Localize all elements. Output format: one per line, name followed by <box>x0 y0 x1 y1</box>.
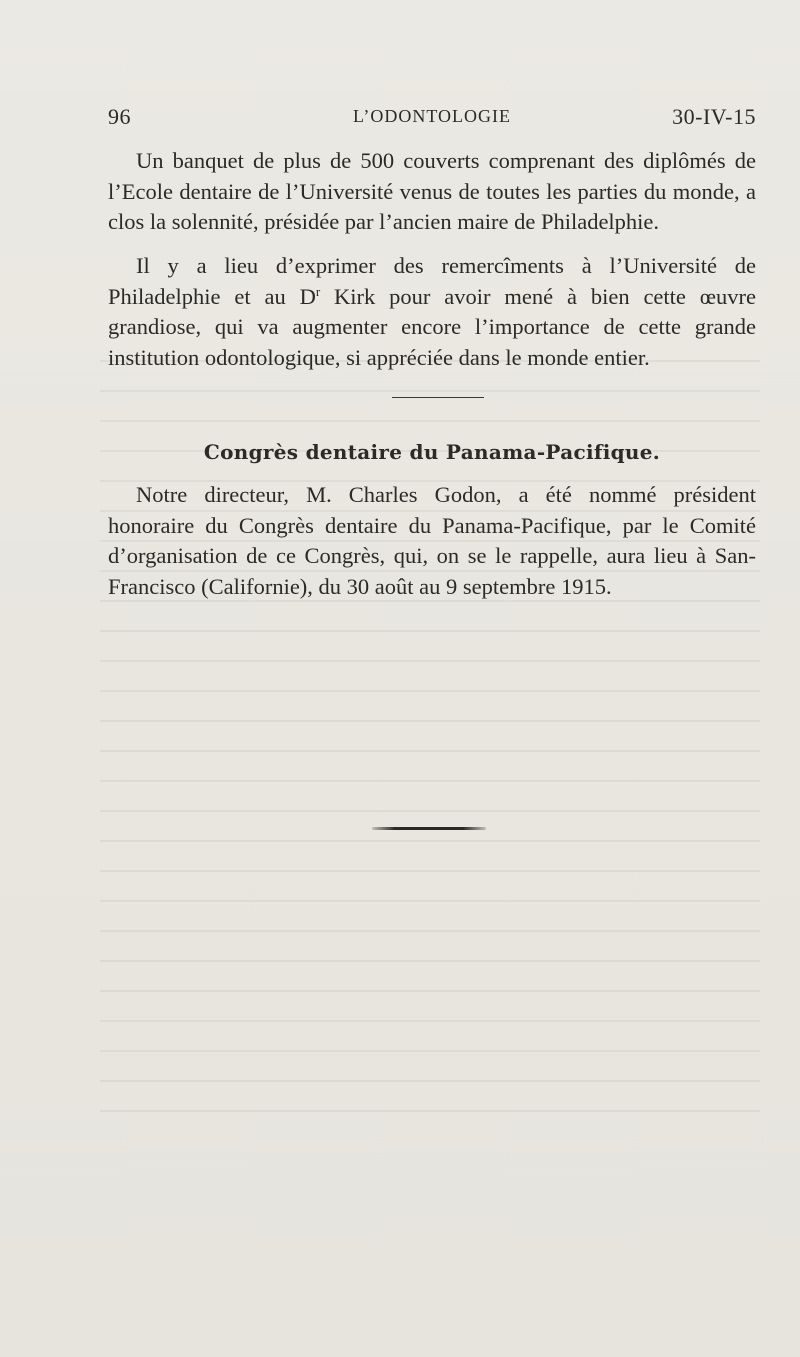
paragraph-thanks-end: Kirk pour avoir mené à bien cette œuvre grandiose, qui va augmenter encore l’importance de cette grande institution odontologique, si appréciée dans le monde entier. <box>108 283 757 370</box>
issue-date: 30-IV-15 <box>672 104 756 129</box>
page-header <box>108 104 756 134</box>
end-divider <box>372 827 486 830</box>
paragraph-thanks <box>108 251 756 373</box>
section-divider <box>392 397 484 398</box>
paragraph-banquet: Un banquet de plus de 500 couverts comprenant des diplômés de l’Ecole dentaire de l’Université venus de toutes les parties du monde, a clos la solennité, présidée par l’ancien maire de Philadelphie. <box>108 148 756 234</box>
paragraph-thanks-start: Il y a lieu d’exprimer des remercîments à l’Université de Philadelphie et au D <box>108 253 756 309</box>
superscript-r: r <box>315 283 321 299</box>
section-title: Congrès dentaire du Panama-Pacifique. <box>203 440 661 464</box>
page-number: 96 <box>108 104 131 129</box>
paragraph-congress: Notre directeur, M. Charles Godon, a été nommé président honoraire du Congrès dentaire du Panama-Pacifique, par le Comité d’organisation de ce Congrès, qui, on se le rappelle, aura lieu à San-Francisco (Californie), du 30 août au 9 septembre 1915. <box>108 482 756 599</box>
running-title: L’ODONTOLOGIE <box>353 106 511 126</box>
